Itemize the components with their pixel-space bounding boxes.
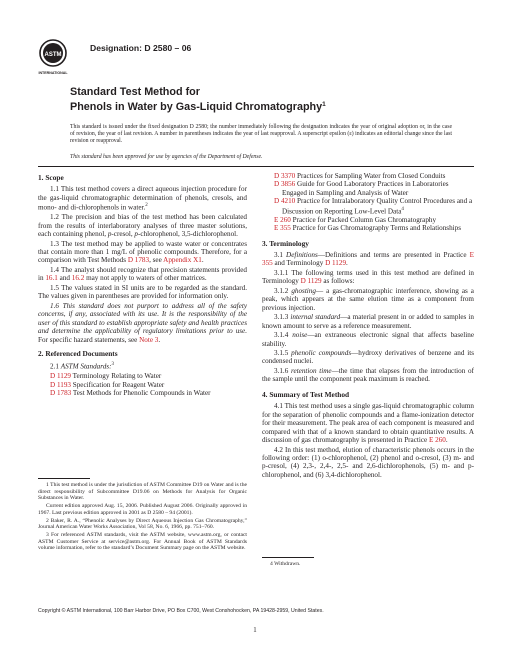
paragraph-1-4: 1.4 The analyst should recognize that precision statements provided in 16.1 and 16.2 may not apply to waters of other matrices. [38,265,247,283]
right-column [262,172,474,480]
left-column [38,172,247,398]
ref-item-e260: E 260 Practice for Packed Column Gas Chromatography [274,215,437,224]
footnote-divider [38,478,90,479]
astm-logo [38,38,68,78]
link-d1129[interactable]: D 1129 [325,259,347,268]
designation: Designation: D 2580 – 06 [90,43,192,53]
ref-item-d1193: D 1193 Specification for Reagent Water [50,380,165,389]
ref-item-d4210: D 4210 Practice for Intralaboratory Quality Control Procedures and a Discussion on Reporting Low-Level Data$^4$ [274,197,473,216]
title-footnote-mark: 1 [322,100,326,108]
link-e260[interactable]: E 260 [428,436,446,445]
section-heading-scope: 1. Scope [38,173,64,182]
footnote-1-edition: Current edition approved Aug. 15, 2006. Published August 2006. Originally approved in 1967. Last previous edition approved in 2001 as D 2580 – 94 (2001). [38,503,247,516]
link-e355[interactable]: E 355 [262,251,474,268]
paragraph-1-5: 1.5 The values stated in SI units are to be regarded as the standard. The values given in parentheses are provided for information only. [38,283,247,301]
section-heading-referenced: 2. Referenced Documents [38,348,118,358]
link-note-3[interactable]: Note 3 [139,335,159,344]
ref-item-d1783: D 1783 Test Methods for Phenolic Compounds in Water [50,389,211,398]
document-title [70,86,450,113]
link-d1783[interactable]: D 1783 [127,256,150,265]
paragraph-2-1: 2.1 ASTM Standards:$^3$ [50,362,114,371]
paragraph-4-1: 4.1 This test method uses a single gas-liquid chromatographic column for the separation of phenolic compounds and a flame-ionization detector for their measurement. The peak area of each component is measured and compared with that of a known standard to obtain quantitative results. A discussion of gas chromatography is presented in Practice E 260. [262,402,474,445]
footnote-2: 2 Baker, R. A., “Phenolic Analyses by Direct Aqueous Injection Gas Chromatography,” Journal American Water Works Association, Vol 58, No. 6, 1966, pp. 751–760. [38,517,247,531]
footnote-divider-right [262,557,314,558]
copyright-notice: Copyright © ASTM International, 100 Barr Harbor Drive, PO Box C700, West Conshohocken, PA 19428-2959, United States. [38,608,324,614]
paragraph-1-1: 1.1 This test method covers a direct aqueous injection procedure for the gas-liquid chromatographic determination of phenols, cresols, and mono- and di-chlorophenols in water.$^2$ [38,185,247,212]
section-heading-summary: 4. Summary of Test Method [262,389,350,399]
footnote-4: 4 Withdrawn. [270,561,301,567]
ref-item-d3370: D 3370 Practices for Sampling Water from Closed Conduits [274,172,446,180]
dod-notice: This standard has been approved for use by agencies of the Department of Defense. [70,154,263,160]
paragraph-3-1-3: 3.1.3 internal standard—a material present in or added to samples in known amount to serve as a reference measurement. [262,313,474,330]
ref-item-d3856: D 3856 Guide for Good Laboratory Practices in Laboratories Engaged in Sampling and Analysis of Water [274,180,449,197]
footnote-3: 3 For referenced ASTM standards, visit the ASTM website, www.astm.org, or contact ASTM Customer Service at service@astm.org. For Annual Book of ASTM Standards volume information, refer to the standard’s Document Summary page on the ASTM website. [38,531,247,552]
ref-item-e355: E 355 Practice for Gas Chromatography Terms and Relationships [274,224,461,233]
page-number: 1 [253,627,257,634]
link-appendix-x1[interactable]: Appendix X1 [163,256,202,265]
section-heading-terminology: 3. Terminology [262,238,309,248]
paragraph-4-2: 4.2 In this test method, elution of characteristic phenols occurs in the following order: (1) o-chlorophenol, (2) phenol and o-cresol, (3) m- and p-cresol, (4) 2,3-, 2,4-, 2,5- and 2,6-dichlorophenols, (5) m- and p-chlorophenol, and (6) 3,4-dichlorophenol. [262,445,474,479]
logo-text: INTERNATIONAL [38,71,68,75]
link-d1129-2[interactable]: D 1129 [300,277,322,286]
link-16-2[interactable]: 16.2 [71,274,85,283]
paragraph-1-2: 1.2 The precision and bias of the test method has been calculated from the results of interlaboratory analyses of three master solutions, each containing phenol, p-cresol, p-chlorophenol, 3,5-dichlorophenol. [38,213,247,239]
paragraph-3-1-6: 3.1.6 retention time—the time that elapses from the introduction of the sample until the component peak maximum is reached. [262,366,474,384]
footnote-1: 1 This test method is under the jurisdiction of ASTM Committee D19 on Water and is the direct responsibility of Subcommittee D19.06 on Methods for Analysis for Organic Substances in Water. [38,482,247,502]
svg-text:ASTM: ASTM [44,52,62,58]
footnotes [38,482,247,553]
title-line-2: Phenols in Water by Gas-Liquid Chromatography [70,100,323,113]
link-16-1[interactable]: 16.1 [45,274,58,283]
title-line-1: Standard Test Method for [70,86,200,98]
paragraph-3-1-4: 3.1.4 noise—an extraneous electronic signal that affects baseline stability. [262,331,474,348]
ref-item-d1129: D 1129 Terminology Relating to Water [50,372,162,381]
issuance-note: This standard is issued under the fixed designation D 2580; the number immediately following the designation indicates the year of original adoption or, in the case of revision, the year of last revision. A number in parentheses indicates the year of last reapproval. A superscript epsilon (ε) indicates an editorial change since the last revision or reapproval. [70,124,452,145]
header-divider [38,166,474,167]
paragraph-1-3: 1.3 The test method may be applied to waste water or concentrates that contain more than 1 mg/L of phenolic compounds. Therefore, for a comparison with Test Methods D 1783, see Appendix X1. [38,239,247,265]
paragraph-3-1-2: 3.1.2 ghosting— a gas-chromatographic interference, showing as a peak, which appears at the same elution time as a component from previous injection. [262,286,474,312]
paragraph-3-1-5: 3.1.5 phenolic compounds—hydroxy derivatives of benzene and its condensed nuclei. [262,348,474,366]
paragraph-3-1-1: 3.1.1 The following terms used in this test method are defined in Terminology D 1129 as follows: [262,268,474,286]
paragraph-3-1: 3.1 Definitions—Definitions and terms are presented in Practice E 355 and Terminology D 1129. [262,251,474,268]
paragraph-1-6: 1.6 This standard does not purport to address all of the safety concerns, if any, associated with its use. It is the responsibility of the user of this standard to establish appropriate safety and health practices and determine the applicability of regulatory limitations prior to use. For specific hazard statements, see Note 3. [38,301,247,344]
